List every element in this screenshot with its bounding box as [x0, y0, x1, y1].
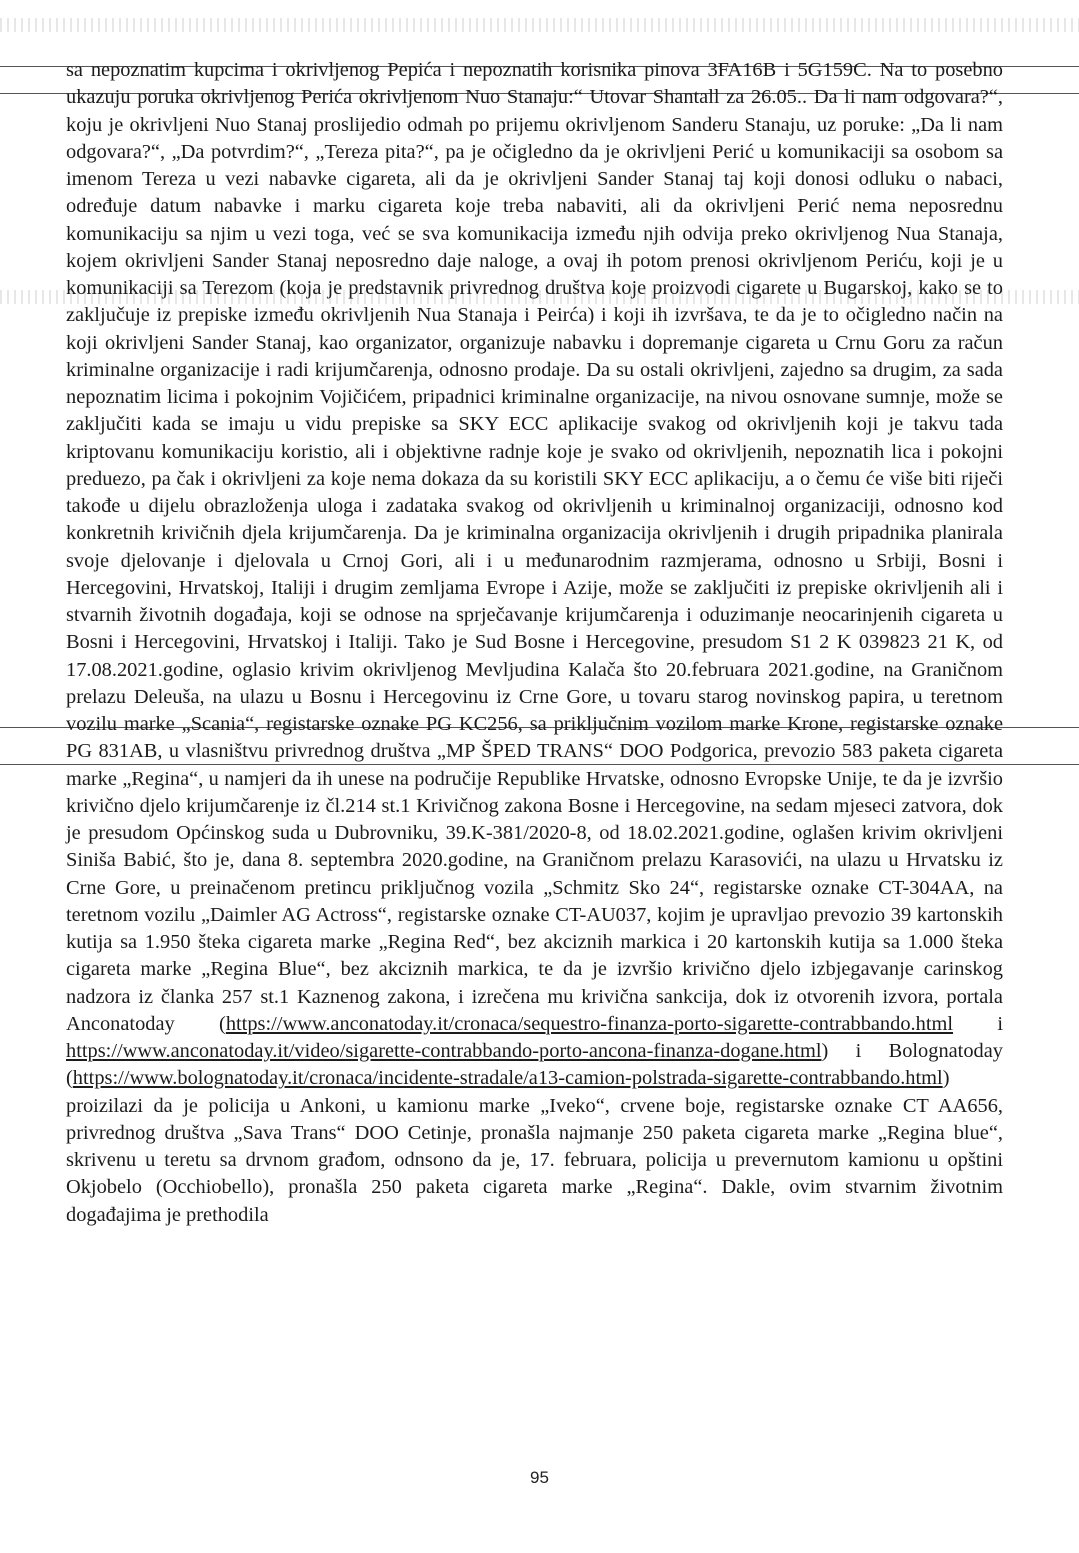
source-link-bolognatoday[interactable]: https://www.bolognatoday.it/cronaca/incidente-stradale/a13-camion-polstrada-sigarette-contrabbando.html — [72, 1067, 943, 1090]
body-text-1: sa nepoznatim kupcima i okrivljenog Pepića i nepoznatih korisnika pinova 3FA16B i 5G159C. Na to posebno ukazuju poruka okrivljenog Perića okrivljenom Nuo Stanaju:“ Utovar Shantall za 26.05.. Da li nam odgovara?“, koju je okrivljeni Nuo Stanaj proslijedio odmah po prijemu okrivljenom Sanderu Stanaju, uz poruke: „Da li nam odgovara?“, „Da potvrdim?“, „Tereza pita?“, pa je očigledno da je okrivljeni Perić u komunikaciji sa osobom sa imenom Tereza u vezi nabavke cigareta, ali da je okrivljeni Sander Stanaj taj koji donosi odluku o nabaci, određuje datum nabavke i marku cigareta koje treba nabaviti, ali da okrivljeni Perić nema neposrednu komunikaciju sa njim u vezi toga, već se sva komunikacija između njih odvija preko okrivljenog Nua Stanaja, kojem okrivljeni Sander Stanaj neposredno daje naloge, a ovaj ih potom prenosi okrivljenom Periću, koji je u komunikaciji sa Terezom (koja je predstavnik privrednog društva koje proizvodi cigarete u Bugarskoj, kako se to zaključuje iz prepiske između okrivljenih Nua Stanaja i Peirća) i koji ih izvršava, te da je to očigledno način na koji okrivljeni Sander Stanaj, kao organizator, organizuje nabavku i dopremanje cigareta u Crnu Goru za račun kriminalne organizacije i radi krijumčarenja, odnosno prodaje. Da su ostali okrivljeni, zajedno sa drugim, za sada nepoznatim licima i pokojnim Vojičićem, pripadnici kriminalne organizacije, na nivou osnovane sumnje, može se zaključiti kada se imaju u vidu prepiske sa SKY ECC aplikacije svakog od okrivljenih koji je takvu tada kriptovanu komunikaciju koristio, ali i objektivne radnje koje je svako od okrivljenih, nepoznatih lica i pokojni preduezo, pa čak i okrivljeni za koje nema dokaza da su koristili SKY ECC aplikaciju, a o čemu će više biti riječi takođe u dijelu obrazloženja uloga i zadataka svakog od okrivljenih u kriminalnoj organizaciji, odnosno kod konkretnih krivičnih djela krijumčarenja. Da je kriminalna organizacija okrivljenih i drugih pripadnika planirala svoje djelovanje i djelovala u Crnoj Gori, ali i u međunarodnim razmjerama, odnosno u Srbiji, Bosni i Hercegovini, Hrvatskoj, Italiji i drugim zemljama Evrope i Azije, može se zaključiti iz prepiske okrivljenih ali i stvarnih životnih događaja, koji se odnose na sprječavanje krijumčarenja i oduzimanje neocarinjenih cigareta u Bosni i Hercegovini, Hrvatskoj i Italiji. Tako je Sud Bosne i Hercegovine, presudom S1 2 K 039823 21 K, od 17.08.2021.godine, oglasio krivim okrivljenog Mevljudina Kalača što 20.februara 2021.godine, na Graničnom prelazu Deleuša, na ulazu u Bosnu i Hercegovinu iz Crne Gore, u tovaru starog novinskog papira, u teretnom vozilu marke „Scania“, registarske oznake PG KC256, sa priključnim vozilom marke Krone, registarske oznake PG 831AB, u vlasništvu privrednog društva „MP ŠPED TRANS“ DOO Podgorica, prevozio 583 paketa cigareta marke „Regina“, u namjeri da ih unese na područije Republike Hrvatske, odnosno Evropske Unije, te da je izvršio krivično djelo krijumčarenje iz čl.214 st.1 Krivičnog zakona Bosne i Hercegovine, na sedam mjeseci zatvora, dok je presudom Općinskog suda u Dubrovniku, 39.K-381/2020-8, od 18.02.2021.godine, oglašen krivim okrivljeni Siniša Babić, što je, dana 8. septembra 2020.godine, na Graničnom prelazu Karasovići, na ulazu u Hrvatsku iz Crne Gore, u preinačenom pretincu priključnog vozila „Schmitz Sko 24“, registarske oznake CT-304AA, na teretnom vozilu „Daimler AG Actross“, registarske oznake CT-AU037, kojim je upravljao prevozio 39 kartonskih kutija sa 1.950 šteka cigareta marke „Regina Red“, bez akciznih markica i 20 kartonskih kutija sa 1.000 šteka cigareta marke „Regina Blue“, bez akciznih markica, te da je izvršio krivično djelo izbjegavanje carinskog nadzora iz članka 257 st.1 Kaznenog zakona, i izrečena mu krivična sankcija, dok iz otvorenih izvora, portala Anconatoday ( — [66, 59, 1003, 1035]
body-text-3: ) i Bolognatoday ( — [66, 1040, 1003, 1090]
source-link-anconatoday-2[interactable]: https://www.anconatoday.it/video/sigarette-contrabbando-porto-ancona-finanza-dogane.html — [66, 1040, 822, 1062]
page-number: 95 — [530, 1468, 549, 1487]
source-link-anconatoday-1[interactable]: https://www.anconatoday.it/cronaca/sequestro-finanza-porto-sigarette-contrabbando.html — [225, 1012, 954, 1035]
body-text-2: i — [953, 1012, 1003, 1035]
scan-noise-top — [0, 18, 1079, 32]
body-text-4: ) proizilazi da je policija u Ankoni, u kamionu marke „Iveko“, crvene boje, registarske oznake CT AA656, privrednog društva „Sava Trans“ DOO Cetinje, pronašla najmanje 250 paketa cigareta marke „Regina blue“, skrivenu u teretu sa drvnom građom, odnsono da je, 17. februara, policija u prevernutom kamionu u opštini Okjobelo (Occhiobello), pronašla 250 paketa cigareta marke „Regina“. Dakle, ovim stvarnim životnim događajima je prethodila — [66, 1067, 1003, 1226]
document-body — [66, 57, 1003, 1229]
